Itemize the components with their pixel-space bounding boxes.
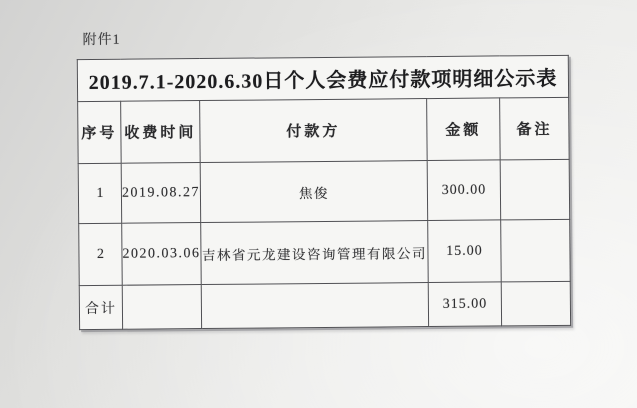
table-row [79, 219, 571, 285]
total-cell-date [122, 285, 201, 330]
column-header-seq: 序号 [78, 101, 122, 163]
cell-payer: 焦俊 [200, 161, 428, 223]
attachment-label: 附件1 [82, 32, 121, 49]
fee-detail-table [77, 55, 571, 330]
table-total-row [79, 281, 570, 329]
cell-seq: 1 [78, 163, 122, 223]
column-header-date: 收费时间 [121, 101, 201, 164]
cell-date: 2019.08.27 [121, 163, 201, 224]
cell-seq: 2 [79, 223, 123, 285]
cell-note [501, 219, 571, 282]
column-header-note: 备注 [500, 97, 570, 160]
total-cell-note [501, 281, 570, 326]
cell-payer: 吉林省元龙建设咨询管理有限公司 [201, 221, 429, 285]
table-title-row [77, 55, 568, 101]
column-header-payer: 付款方 [200, 99, 428, 163]
cell-date: 2020.03.06 [122, 223, 202, 286]
total-amount: 315.00 [428, 282, 501, 327]
table-title: 2019.7.1-2020.6.30日个人会费应付款项明细公示表 [77, 55, 568, 101]
total-cell-payer [201, 283, 428, 329]
cell-amount: 15.00 [428, 220, 502, 283]
total-label: 合计 [79, 285, 122, 329]
cell-amount: 300.00 [427, 160, 501, 221]
table-header-row [78, 97, 570, 163]
cell-note [500, 159, 570, 220]
table-row [78, 159, 570, 223]
column-header-amount: 金额 [427, 98, 501, 161]
